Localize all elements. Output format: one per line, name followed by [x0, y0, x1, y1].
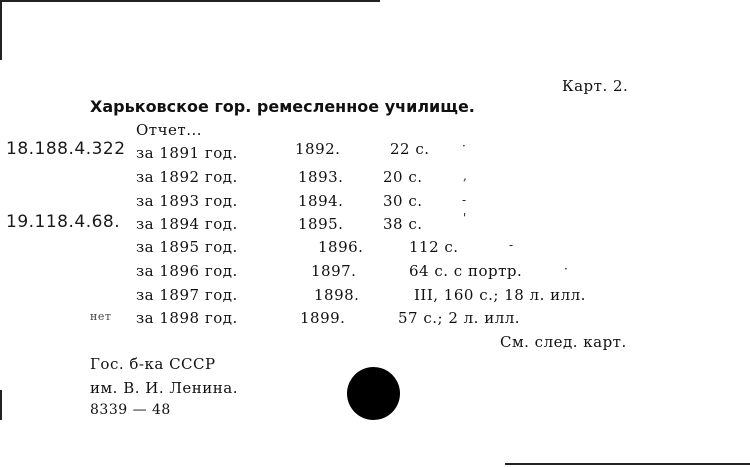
card-edge-top — [0, 0, 380, 2]
punch-hole — [347, 367, 400, 420]
entry-period: за 1898 год. — [136, 309, 238, 327]
entry-year: 1895. — [298, 215, 344, 233]
continuation-note: См. след. карт. — [500, 333, 627, 351]
entry-extent: III, 160 с.; 18 л. илл. — [414, 286, 586, 304]
tick-mark: · — [462, 139, 467, 153]
margin-note: нет — [90, 310, 112, 323]
entry-extent: 57 с.; 2 л. илл. — [398, 309, 521, 327]
shelfmark-1: 18.188.4.322 — [6, 139, 126, 159]
entry-year: 1898. — [314, 286, 360, 304]
entry-year: 1892. — [295, 140, 341, 158]
entry-extent: 22 с. — [390, 140, 430, 158]
card-number: Карт. 2. — [562, 77, 629, 95]
entry-year: 1893. — [298, 168, 344, 186]
entry-period: за 1891 год. — [136, 144, 238, 162]
tick-mark: - — [462, 193, 467, 207]
print-code: 8339 — 48 — [90, 402, 171, 418]
entry-year: 1896. — [318, 238, 364, 256]
shelfmark-2: 19.118.4.68. — [6, 212, 121, 232]
entry-extent: 112 с. — [409, 238, 459, 256]
entry-year: 1897. — [311, 262, 357, 280]
entry-period: за 1894 год. — [136, 215, 238, 233]
card-title: Харьковское гор. ремесленное училище. — [90, 97, 475, 116]
tick-mark: ' — [463, 211, 467, 225]
entry-extent: 38 с. — [383, 215, 423, 233]
entry-period: за 1893 год. — [136, 192, 238, 210]
card-edge-bottom — [505, 463, 750, 465]
entry-year: 1899. — [300, 309, 346, 327]
entry-year: 1894. — [298, 192, 344, 210]
entry-period: за 1895 год. — [136, 238, 238, 256]
card-edge-left-lower — [0, 390, 2, 420]
library-dedication: им. В. И. Ленина. — [90, 379, 238, 397]
tick-mark: - — [509, 238, 514, 252]
entry-period: за 1896 год. — [136, 262, 238, 280]
tick-mark: · — [564, 262, 569, 276]
entry-extent: 20 с. — [383, 168, 423, 186]
entry-extent: 64 с. с портр. — [409, 262, 523, 280]
entry-period: за 1892 год. — [136, 168, 238, 186]
library-name: Гос. б-ка СССР — [90, 355, 216, 373]
tick-mark: , — [463, 169, 468, 183]
card-subtitle: Отчет... — [136, 121, 202, 139]
entry-extent: 30 с. — [383, 192, 423, 210]
card-edge-left — [0, 0, 2, 60]
entry-period: за 1897 год. — [136, 286, 238, 304]
